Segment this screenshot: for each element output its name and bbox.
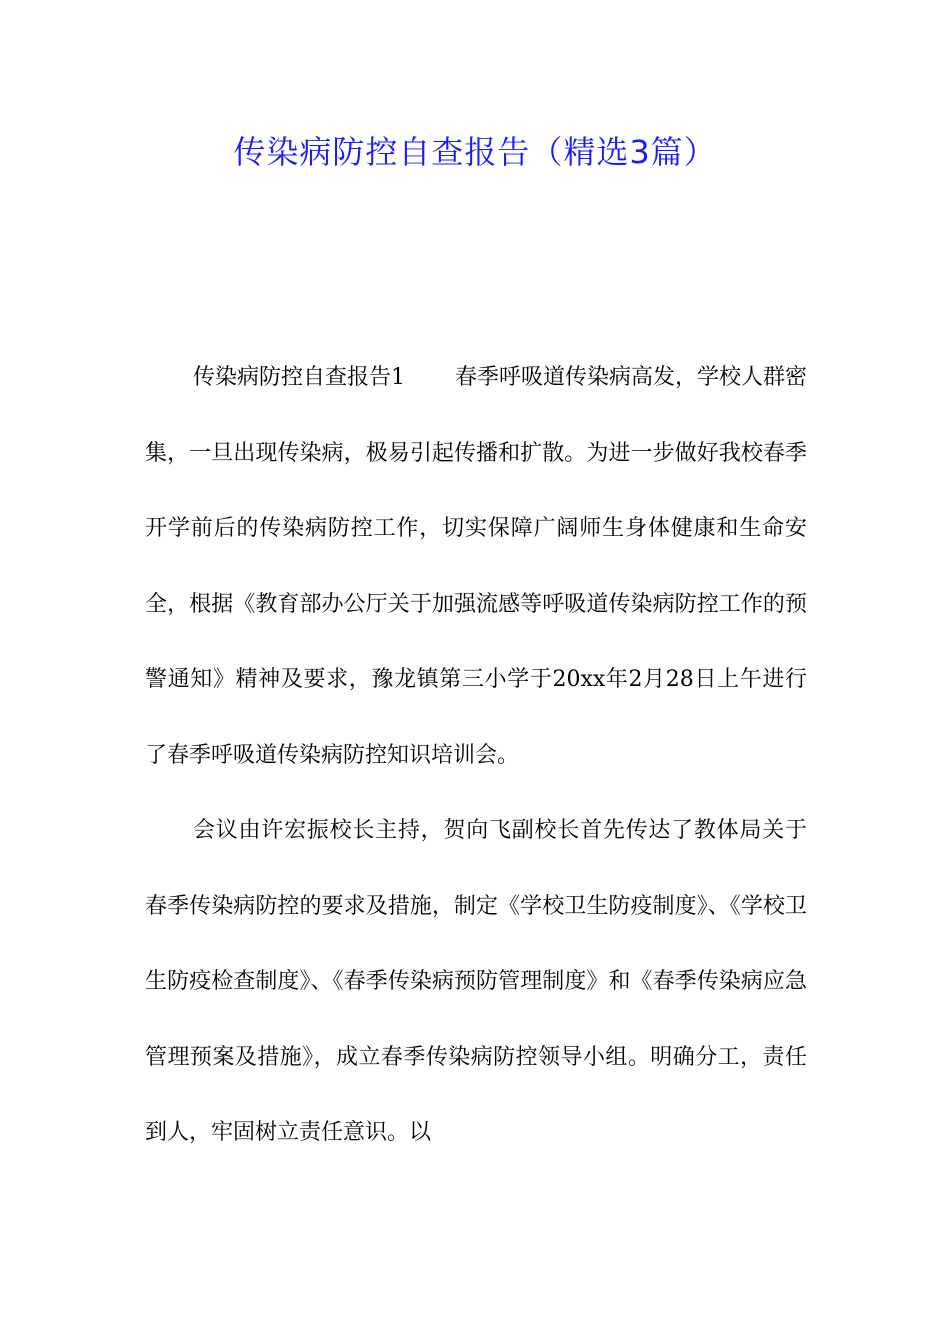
paragraph-1 [145, 340, 807, 793]
paragraph-2-text: 会议由许宏振校长主持，贺向飞副校长首先传达了教体局关于春季传染病防控的要求及措施，制定《学校卫生防疫制度》、《学校卫生防疫检查制度》、《春季传染病预防管理制度》和《春季传染病应急管理预案及措施》，成立春季传染病防控领导小组。明确分工，责任到人，牢固树立责任意识。以 [145, 818, 807, 1145]
section-heading: 传染病防控自查报告1 [193, 365, 405, 390]
paragraph-1-text: 春季呼吸道传染病高发，学校人群密集，一旦出现传染病，极易引起传播和扩散。为进一步做好我校春季开学前后的传染病防控工作，切实保障广阔师生身体健康和生命安全，根据《教育部办公厅关于加强流感等呼吸道传染病防控工作的预警通知》精神及要求，豫龙镇第三小学于20xx年2月28日上午进行了春季呼吸道传染病防控知识培训会。 [145, 365, 808, 768]
document-body [145, 340, 807, 1171]
document-title: 传染病防控自查报告（精选3篇） [233, 133, 717, 171]
paragraph-2 [145, 793, 807, 1171]
